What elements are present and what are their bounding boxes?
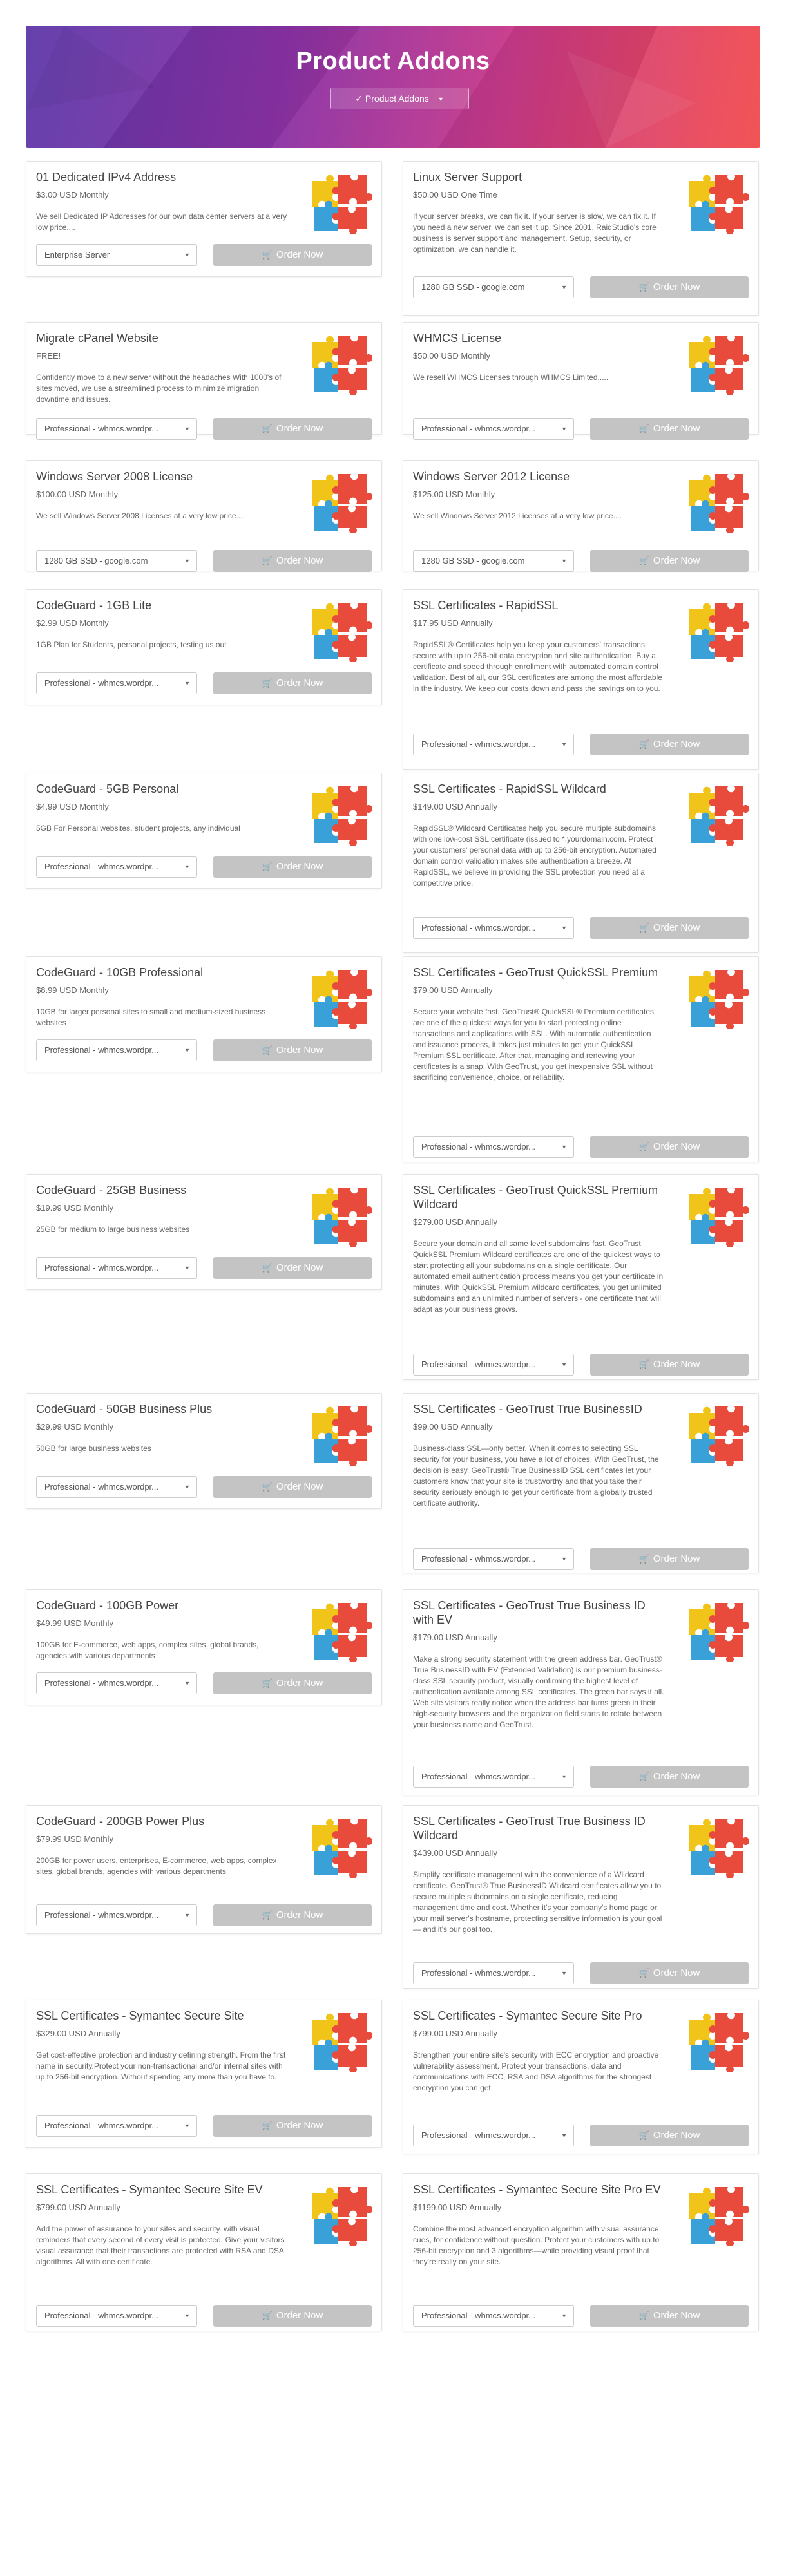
addon-price: $50.00 USD Monthly xyxy=(413,351,490,361)
puzzle-pieces-icon xyxy=(684,469,749,533)
puzzle-pieces-icon xyxy=(307,2182,372,2246)
caret-down-icon: ▼ xyxy=(184,1912,190,1918)
order-now-button[interactable] xyxy=(213,856,372,878)
addon-card xyxy=(403,773,759,953)
product-select-value: Professional - whmcs.wordpr... xyxy=(44,1263,159,1273)
caret-down-icon: ▼ xyxy=(561,741,567,748)
order-now-button[interactable] xyxy=(213,2115,372,2137)
addon-description: We sell Dedicated IP Addresses for our own data center servers at a very low price.... xyxy=(36,212,287,232)
addon-description: Simplify certificate management with the convenience of a Wildcard certificate. GeoTrust® True BusinessID Wildcard certificates allow you to secure multiple subdomains on a single certificate, reducing management time and cost. Whether it's your company's home page or your mail server's hostname, protecting sensitive information is your goal — and it's our goal too. xyxy=(413,1870,662,1934)
shopping-cart-icon: 🛒 xyxy=(262,1482,273,1492)
puzzle-pieces-icon xyxy=(684,1182,749,1247)
shopping-cart-icon: 🛒 xyxy=(262,556,273,565)
order-now-button[interactable] xyxy=(590,917,749,939)
product-select-value: Professional - whmcs.wordpr... xyxy=(421,424,536,433)
order-now-button[interactable] xyxy=(590,1136,749,1158)
addon-price: $125.00 USD Monthly xyxy=(413,489,495,499)
addon-price: $3.00 USD Monthly xyxy=(36,190,109,200)
order-now-label: Order Now xyxy=(276,249,323,260)
caret-down-icon: ▼ xyxy=(184,558,190,564)
addon-name: CodeGuard - 200GB Power Plus xyxy=(36,1815,205,1828)
product-select-value: Professional - whmcs.wordpr... xyxy=(44,862,159,871)
addon-description: We resell WHMCS Licenses through WHMCS Limited..... xyxy=(413,373,609,382)
product-select-value: Professional - whmcs.wordpr... xyxy=(44,1045,159,1055)
addon-name: CodeGuard - 1GB Lite xyxy=(36,599,152,612)
addon-price: FREE! xyxy=(36,351,61,361)
product-select[interactable] xyxy=(413,1548,574,1570)
addon-card xyxy=(26,956,382,1072)
product-select-value: 1280 GB SSD - google.com xyxy=(421,282,525,292)
shopping-cart-icon: 🛒 xyxy=(262,424,273,433)
product-select-value: Professional - whmcs.wordpr... xyxy=(44,1482,159,1492)
order-now-label: Order Now xyxy=(653,2130,700,2141)
addon-price: $79.99 USD Monthly xyxy=(36,1834,113,1844)
addon-card xyxy=(26,1589,382,1705)
addon-price: $279.00 USD Annually xyxy=(413,1217,497,1227)
product-select-value: Professional - whmcs.wordpr... xyxy=(421,2311,536,2320)
addon-name: SSL Certificates - Symantec Secure Site xyxy=(36,2009,244,2022)
caret-down-icon: ▼ xyxy=(184,864,190,870)
product-select[interactable] xyxy=(413,418,574,440)
caret-down-icon: ▼ xyxy=(184,2313,190,2319)
addon-description: Make a strong security statement with the green address bar. GeoTrust® True BusinessID with EV (Extended Validation) is our premium business-class SSL security product, visually confirming the highest level of authentication available among SSL certificates. The green bar says it all. Web site visitors really notice when the address bar turns green in their high-security browsers and the organization field starts to rotate between your business name and GeoTrust. xyxy=(413,1654,664,1729)
product-select-value: 1280 GB SSD - google.com xyxy=(421,556,525,565)
puzzle-pieces-icon xyxy=(307,1401,372,1466)
addon-card xyxy=(26,460,382,571)
product-select[interactable] xyxy=(36,244,197,266)
caret-down-icon: ▼ xyxy=(184,1047,190,1054)
addon-price: $179.00 USD Annually xyxy=(413,1633,497,1642)
page-header-banner xyxy=(26,26,760,148)
addon-price: $79.00 USD Annually xyxy=(413,985,493,995)
addon-description: If your server breaks, we can fix it. If your server is slow, we can fix it. If you need a new server, we can set it up. Since 2001, RaidStudio's core business is server support and management. Setup, security, or optimization, we can handle it. xyxy=(413,212,657,254)
product-select[interactable] xyxy=(36,1672,197,1694)
product-select[interactable] xyxy=(36,1039,197,1061)
product-select[interactable] xyxy=(36,1904,197,1926)
order-now-button[interactable] xyxy=(590,418,749,440)
product-select[interactable] xyxy=(36,1257,197,1279)
puzzle-pieces-icon xyxy=(307,169,372,234)
addon-description: Secure your domain and all same level subdomains fast. GeoTrust QuickSSL Premium Wildcard certificates are one of the quickest ways to start protecting all your subdomains on a single certificate. Our automated email authentication process means you get your certificate in minutes. With QuickSSL Premium wildcard certificates, you get unlimited subdomains and an unlimited number of servers - one certificate that will adapt as your business grows. xyxy=(413,1239,664,1314)
product-select-value: Professional - whmcs.wordpr... xyxy=(44,2311,159,2320)
order-now-button[interactable] xyxy=(213,2305,372,2327)
product-select-value: Professional - whmcs.wordpr... xyxy=(421,923,536,933)
addon-name: SSL Certificates - GeoTrust True BusinessID xyxy=(413,1403,642,1416)
shopping-cart-icon: 🛒 xyxy=(638,2311,649,2320)
puzzle-pieces-icon xyxy=(684,2182,749,2246)
puzzle-pieces-icon xyxy=(684,1401,749,1466)
addon-description: 10GB for larger personal sites to small and medium-sized business websites xyxy=(36,1007,266,1027)
product-select[interactable] xyxy=(413,2125,574,2146)
product-select[interactable] xyxy=(413,1766,574,1788)
order-now-label: Order Now xyxy=(276,1909,323,1920)
order-now-button[interactable] xyxy=(590,276,749,298)
addon-price: $1199.00 USD Annually xyxy=(413,2202,502,2212)
background-polygon-pattern xyxy=(26,26,760,148)
puzzle-pieces-icon xyxy=(307,1182,372,1247)
product-addons-dropdown[interactable] xyxy=(330,88,469,109)
order-now-button[interactable] xyxy=(213,244,372,266)
puzzle-pieces-icon xyxy=(684,598,749,662)
addon-description: Business-class SSL—only better. When it comes to selecting SSL security for your business, you have a lot of choices. With GeoTrust, the decision is easy. GeoTrust® True BusinessID SSL certificates let your customers know that your site is trustworthy and that you take their security seriously enough to get your certificate from a globally trusted certificate authority. xyxy=(413,1444,659,1508)
order-now-label: Order Now xyxy=(653,1141,700,1152)
addon-price: $99.00 USD Annually xyxy=(413,1422,493,1432)
shopping-cart-icon: 🛒 xyxy=(262,1263,273,1273)
shopping-cart-icon: 🛒 xyxy=(262,1678,273,1688)
order-now-button[interactable] xyxy=(590,1354,749,1376)
puzzle-pieces-icon xyxy=(684,965,749,1029)
order-now-button[interactable] xyxy=(213,1476,372,1498)
puzzle-pieces-icon xyxy=(307,2008,372,2072)
addon-name: CodeGuard - 10GB Professional xyxy=(36,966,204,979)
product-select[interactable] xyxy=(36,2115,197,2137)
addon-card xyxy=(26,2174,382,2331)
addon-name: Migrate cPanel Website xyxy=(36,332,158,345)
order-now-label: Order Now xyxy=(276,2310,323,2321)
addon-card xyxy=(403,589,759,770)
puzzle-pieces-icon xyxy=(684,169,749,234)
shopping-cart-icon: 🛒 xyxy=(638,923,649,933)
shopping-cart-icon: 🛒 xyxy=(262,862,273,871)
product-select-value: Professional - whmcs.wordpr... xyxy=(44,1910,159,1920)
addon-name: CodeGuard - 5GB Personal xyxy=(36,782,179,795)
shopping-cart-icon: 🛒 xyxy=(262,1910,273,1920)
order-now-button[interactable] xyxy=(213,1039,372,1061)
addon-price: $439.00 USD Annually xyxy=(413,1848,497,1858)
order-now-label: Order Now xyxy=(653,423,700,434)
addon-name: 01 Dedicated IPv4 Address xyxy=(36,171,177,184)
addon-card xyxy=(26,322,382,435)
addon-price: $50.00 USD One Time xyxy=(413,190,497,200)
order-now-label: Order Now xyxy=(653,555,700,566)
addon-description: 25GB for medium to large business websites xyxy=(36,1225,190,1234)
product-select-value: Professional - whmcs.wordpr... xyxy=(421,739,536,749)
addon-price: $8.99 USD Monthly xyxy=(36,985,109,995)
addon-name: SSL Certificates - GeoTrust QuickSSL Premium xyxy=(413,966,658,979)
product-select-value: Professional - whmcs.wordpr... xyxy=(421,1142,536,1151)
order-now-button[interactable] xyxy=(590,1962,749,1984)
caret-down-icon: ▼ xyxy=(184,252,190,258)
addon-name: SSL Certificates - Symantec Secure Site Pro EV xyxy=(413,2183,661,2196)
shopping-cart-icon: 🛒 xyxy=(638,2130,649,2140)
product-select[interactable] xyxy=(36,418,197,440)
addon-card xyxy=(26,589,382,705)
order-now-label: Order Now xyxy=(653,1967,700,1978)
caret-down-icon: ▼ xyxy=(561,1970,567,1976)
addon-price: $17.95 USD Annually xyxy=(413,618,493,628)
addon-card xyxy=(403,1589,759,1795)
caret-down-icon: ▼ xyxy=(437,96,444,103)
order-now-label: Order Now xyxy=(653,1359,700,1370)
addon-card xyxy=(26,1174,382,1290)
puzzle-pieces-icon xyxy=(307,1814,372,1878)
addon-description: Add the power of assurance to your sites and security. with visual reminders that every second of every visit is protected. Give your visitors visual assurance that their transactions are protected with RSA and DSA algorithms. All with one certificate. xyxy=(36,2224,285,2266)
puzzle-pieces-icon xyxy=(684,330,749,395)
order-now-label: Order Now xyxy=(276,1045,323,1056)
order-now-button[interactable] xyxy=(213,1672,372,1694)
addon-price: $2.99 USD Monthly xyxy=(36,618,109,628)
product-select[interactable] xyxy=(36,856,197,878)
addon-price: $4.99 USD Monthly xyxy=(36,802,109,811)
order-now-label: Order Now xyxy=(276,1262,323,1273)
puzzle-pieces-icon xyxy=(684,1598,749,1662)
caret-down-icon: ▼ xyxy=(184,426,190,432)
shopping-cart-icon: 🛒 xyxy=(262,1045,273,1055)
order-now-label: Order Now xyxy=(653,1553,700,1564)
product-select[interactable] xyxy=(36,1476,197,1498)
caret-down-icon: ▼ xyxy=(184,680,190,687)
addon-price: $19.99 USD Monthly xyxy=(36,1203,113,1213)
caret-down-icon: ▼ xyxy=(184,2123,190,2129)
addon-name: SSL Certificates - RapidSSL xyxy=(413,599,559,612)
puzzle-pieces-icon xyxy=(307,469,372,533)
order-now-label: Order Now xyxy=(653,922,700,933)
addon-name: Windows Server 2008 License xyxy=(36,470,193,483)
addon-name: Linux Server Support xyxy=(413,171,522,184)
caret-down-icon: ▼ xyxy=(561,558,567,564)
addon-price: $29.99 USD Monthly xyxy=(36,1422,113,1432)
shopping-cart-icon: 🛒 xyxy=(638,1554,649,1564)
order-now-label: Order Now xyxy=(276,861,323,872)
product-select-value: Professional - whmcs.wordpr... xyxy=(44,2121,159,2130)
product-select[interactable] xyxy=(413,917,574,939)
shopping-cart-icon: 🛒 xyxy=(262,2121,273,2130)
product-select[interactable] xyxy=(413,734,574,755)
product-select-value: Professional - whmcs.wordpr... xyxy=(44,678,159,688)
order-now-button[interactable] xyxy=(213,672,372,694)
addon-card xyxy=(403,322,759,435)
product-select[interactable] xyxy=(413,550,574,572)
order-now-button[interactable] xyxy=(590,734,749,755)
shopping-cart-icon: 🛒 xyxy=(638,1142,649,1151)
order-now-label: Order Now xyxy=(276,1678,323,1689)
addon-card xyxy=(26,161,382,277)
product-select[interactable] xyxy=(413,1962,574,1984)
order-now-label: Order Now xyxy=(276,1481,323,1492)
caret-down-icon: ▼ xyxy=(561,1361,567,1368)
page-title: Product Addons xyxy=(296,48,490,75)
order-now-button[interactable] xyxy=(590,1548,749,1570)
addon-name: SSL Certificates - GeoTrust True Business ID with EV xyxy=(413,1599,646,1626)
product-select[interactable] xyxy=(413,276,574,298)
addon-name: CodeGuard - 50GB Business Plus xyxy=(36,1403,213,1416)
addon-card xyxy=(403,460,759,571)
product-select-value: Professional - whmcs.wordpr... xyxy=(421,1772,536,1781)
shopping-cart-icon: 🛒 xyxy=(638,424,649,433)
product-addons-dropdown-label: ✓ Product Addons xyxy=(355,93,429,104)
addon-description: RapidSSL® Certificates help you keep your customers' transactions secure with up to 256-bit data encryption and site authentication. Buy a certificate and speed through enrollment with automated domain control validation. Best of all, our SSL certificates are among the most affordable in the industry. We keep our costs down and pass the savings on to you. xyxy=(413,640,662,693)
caret-down-icon: ▼ xyxy=(561,925,567,931)
shopping-cart-icon: 🛒 xyxy=(638,1772,649,1781)
product-select[interactable] xyxy=(413,1354,574,1376)
order-now-button[interactable] xyxy=(590,550,749,572)
addon-name: SSL Certificates - GeoTrust True Business ID Wildcard xyxy=(413,1815,646,1842)
addon-description: 5GB For Personal websites, student projects, any individual xyxy=(36,824,240,833)
addon-name: CodeGuard - 25GB Business xyxy=(36,1184,187,1197)
order-now-label: Order Now xyxy=(276,677,323,688)
addon-name: SSL Certificates - GeoTrust QuickSSL Premium Wildcard xyxy=(413,1184,658,1211)
addon-description: RapidSSL® Wildcard Certificates help you secure multiple subdomains with one low-cost SSL certificate (issued to *.yourdomain.com. Protect your customers' personal data with up to 256-bit encryption. Automated domain control validation makes site authentication a breeze. At RapidSSL, we believe in providing the SSL protection you need at a competitive price. xyxy=(413,824,657,887)
addon-price: $329.00 USD Annually xyxy=(36,2029,120,2038)
product-select-value: Enterprise Server xyxy=(44,250,110,260)
order-now-button[interactable] xyxy=(590,2305,749,2327)
shopping-cart-icon: 🛒 xyxy=(638,282,649,292)
addon-name: Windows Server 2012 License xyxy=(413,470,570,483)
product-select-value: Professional - whmcs.wordpr... xyxy=(421,2130,536,2140)
addon-card xyxy=(403,2174,759,2331)
addon-description: Secure your website fast. GeoTrust® QuickSSL® Premium certificates are one of the quickest ways for you to start protecting online transactions and applications with SSL. With automatic authentication and issuance process, it takes just minutes to get your QuickSSL Premium SSL certificate. After that, managing and renewing your certificates is a snap. With GeoTrust, you get inexpensive SSL without sacrificing convenience, choice, or reliability. xyxy=(413,1007,655,1082)
order-now-label: Order Now xyxy=(653,281,700,292)
puzzle-pieces-icon xyxy=(307,781,372,846)
addon-description: 100GB for E-commerce, web apps, complex sites, global brands, agencies with various departments xyxy=(36,1640,259,1660)
addon-name: WHMCS License xyxy=(413,332,502,345)
addon-description: 50GB for large business websites xyxy=(36,1444,151,1453)
caret-down-icon: ▼ xyxy=(561,426,567,432)
addon-card xyxy=(403,2000,759,2154)
addon-card xyxy=(26,2000,382,2148)
product-select-value: Professional - whmcs.wordpr... xyxy=(421,1554,536,1564)
order-now-button[interactable] xyxy=(590,1766,749,1788)
addon-card xyxy=(403,956,759,1162)
addon-name: SSL Certificates - RapidSSL Wildcard xyxy=(413,782,606,795)
addon-card xyxy=(403,1805,759,1989)
product-select[interactable] xyxy=(36,2305,197,2327)
addon-description: We sell Windows Server 2008 Licenses at a very low price.... xyxy=(36,511,245,520)
caret-down-icon: ▼ xyxy=(561,2132,567,2139)
addon-description: Get cost-effective protection and industry defining strength. From the first name in security.Protect your non-transactional and/or internal sites with up to 256-bit encryption. Without spending any more than you have to. xyxy=(36,2050,286,2081)
shopping-cart-icon: 🛒 xyxy=(638,739,649,749)
caret-down-icon: ▼ xyxy=(561,284,567,290)
shopping-cart-icon: 🛒 xyxy=(638,1359,649,1369)
caret-down-icon: ▼ xyxy=(184,1484,190,1490)
addon-name: CodeGuard - 100GB Power xyxy=(36,1599,179,1612)
caret-down-icon: ▼ xyxy=(184,1265,190,1271)
product-select-value: Professional - whmcs.wordpr... xyxy=(421,1359,536,1369)
addon-description: Confidently move to a new server without the headaches With 1000's of sites moved, we use a streamlined process to minimize migration downtime and issues. xyxy=(36,373,282,404)
puzzle-pieces-icon xyxy=(307,598,372,662)
addon-card xyxy=(403,1174,759,1380)
shopping-cart-icon: 🛒 xyxy=(262,2311,273,2320)
order-now-label: Order Now xyxy=(276,555,323,566)
addon-description: Combine the most advanced encryption algorithm with visual assurance cues, for confidence without question. Protect your customers with up to 256-bit encryption and 3 algorithms—while providing visual proof that they're really on your site. xyxy=(413,2224,660,2266)
order-now-label: Order Now xyxy=(276,2120,323,2131)
addon-price: $100.00 USD Monthly xyxy=(36,489,119,499)
addon-description: Strengthen your entire site's security with ECC encryption and proactive vulnerability assessment. Protect your transactions, data and communications with ECC, RSA and DSA algorithms for the strongest encryption you can get. xyxy=(413,2050,659,2092)
addon-description: 1GB Plan for Students, personal projects, testing us out xyxy=(36,640,227,649)
addon-name: SSL Certificates - Symantec Secure Site Pro xyxy=(413,2009,642,2022)
caret-down-icon: ▼ xyxy=(561,1144,567,1150)
puzzle-pieces-icon xyxy=(684,1814,749,1878)
addon-card xyxy=(403,1393,759,1573)
product-select-value: Professional - whmcs.wordpr... xyxy=(421,1968,536,1978)
order-now-label: Order Now xyxy=(653,1771,700,1782)
addon-card xyxy=(26,1393,382,1509)
product-select-value: Professional - whmcs.wordpr... xyxy=(44,424,159,433)
order-now-button[interactable] xyxy=(213,1904,372,1926)
order-now-button[interactable] xyxy=(213,418,372,440)
addon-card xyxy=(26,773,382,889)
addon-price: $799.00 USD Annually xyxy=(36,2202,120,2212)
product-select[interactable] xyxy=(413,1136,574,1158)
order-now-button[interactable] xyxy=(590,2125,749,2146)
puzzle-pieces-icon xyxy=(307,1598,372,1662)
addon-price: $799.00 USD Annually xyxy=(413,2029,497,2038)
product-select[interactable] xyxy=(413,2305,574,2327)
caret-down-icon: ▼ xyxy=(561,1556,567,1562)
shopping-cart-icon: 🛒 xyxy=(262,678,273,688)
puzzle-pieces-icon xyxy=(307,965,372,1029)
caret-down-icon: ▼ xyxy=(184,1680,190,1687)
product-select[interactable] xyxy=(36,672,197,694)
addon-description: 200GB for power users, enterprises, E-commerce, web apps, complex sites, global brands, agencies with various departments xyxy=(36,1856,277,1876)
puzzle-pieces-icon xyxy=(684,2008,749,2072)
product-select-value: Professional - whmcs.wordpr... xyxy=(44,1678,159,1688)
addon-card xyxy=(403,161,759,316)
caret-down-icon: ▼ xyxy=(561,1774,567,1780)
addon-price: $149.00 USD Annually xyxy=(413,802,497,811)
order-now-label: Order Now xyxy=(276,423,323,434)
addon-price: $49.99 USD Monthly xyxy=(36,1618,113,1628)
shopping-cart-icon: 🛒 xyxy=(638,556,649,565)
order-now-label: Order Now xyxy=(653,2310,700,2321)
addon-name: SSL Certificates - Symantec Secure Site EV xyxy=(36,2183,263,2196)
addon-description: We sell Windows Server 2012 Licenses at a very low price.... xyxy=(413,511,622,520)
puzzle-pieces-icon xyxy=(307,330,372,395)
shopping-cart-icon: 🛒 xyxy=(262,250,273,260)
product-select[interactable] xyxy=(36,550,197,572)
shopping-cart-icon: 🛒 xyxy=(638,1968,649,1978)
addon-card xyxy=(26,1805,382,1934)
order-now-button[interactable] xyxy=(213,1257,372,1279)
puzzle-pieces-icon xyxy=(684,781,749,846)
order-now-label: Order Now xyxy=(653,739,700,750)
product-select-value: 1280 GB SSD - google.com xyxy=(44,556,148,565)
order-now-button[interactable] xyxy=(213,550,372,572)
caret-down-icon: ▼ xyxy=(561,2313,567,2319)
